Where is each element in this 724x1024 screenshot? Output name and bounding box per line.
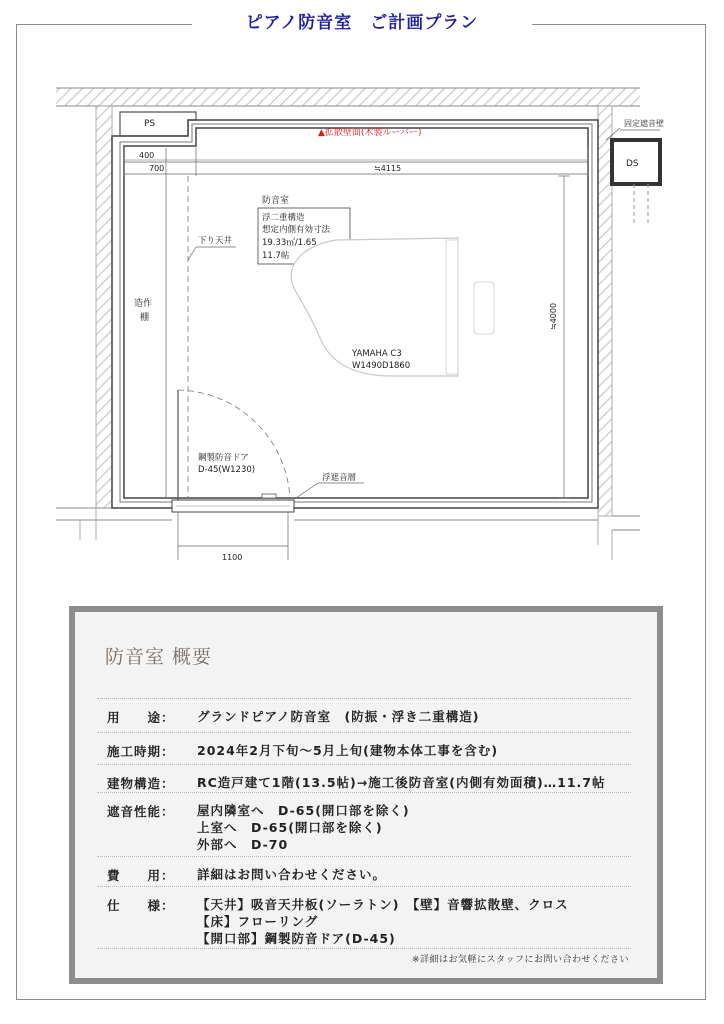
- room-name: 防音室: [262, 196, 290, 206]
- bottom-wall: [80, 508, 612, 560]
- left-exterior-wall: [56, 106, 112, 520]
- row-spec: [97, 886, 631, 949]
- row-value-line: 【床】フローリング: [197, 914, 319, 929]
- floating-layer: [296, 472, 364, 498]
- row-cost: [97, 856, 631, 887]
- room-area: 19.33㎡/1.65: [262, 238, 317, 248]
- row-label: 施工時期：: [107, 744, 175, 759]
- row-value: グランドピアノ防音室 (防振・浮き二重構造): [197, 709, 480, 724]
- row-usage: [97, 698, 631, 733]
- row-value: 2024年2月下旬～5月上旬(建物本体工事を含む): [197, 743, 499, 758]
- door-name: 鋼製防音ドア: [198, 453, 249, 463]
- dimension-top: [124, 148, 588, 176]
- row-value-group: [197, 896, 569, 947]
- summary-heading: 防音室 概要: [105, 646, 213, 668]
- dim-width: ≒4115: [374, 164, 402, 173]
- row-label: 費 用：: [107, 868, 175, 883]
- room-dims-label: 想定内側有効寸法: [262, 225, 331, 235]
- grand-piano: [291, 238, 494, 376]
- diffusion-wall-label: ▲拡散壁面(木製ルーバー): [318, 128, 422, 138]
- shelf-label-1: 造作: [134, 299, 153, 309]
- row-divider: [97, 948, 631, 950]
- row-value: RC造戸建て1階(13.5帖)→施工後防音室(内側有効面積)…11.7帖: [197, 775, 606, 790]
- ds-label: DS: [626, 159, 639, 169]
- dim-door: 1100: [222, 553, 243, 562]
- piano-dims: W1490D1860: [352, 361, 411, 371]
- room-tatami: 11.7帖: [262, 251, 290, 261]
- floating-layer-label: 浮遮音層: [322, 473, 357, 483]
- row-value-line: 屋内隣室へ D-65(開口部を除く): [197, 803, 410, 818]
- row-value: 詳細はお問い合わせください。: [197, 867, 387, 882]
- piano-model: YAMAHA C3: [352, 349, 402, 359]
- lowered-ceiling-label: 下り天井: [198, 236, 233, 246]
- door-spec: D-45(W1230): [198, 465, 256, 475]
- page-title: ピアノ防音室 ご計画プラン: [245, 13, 479, 33]
- row-value-line: 外部へ D-70: [197, 837, 289, 852]
- ps-label: PS: [144, 119, 156, 129]
- row-value-line: 上室へ D-65(開口部を除く): [197, 820, 383, 835]
- row-period: [97, 732, 631, 765]
- ps-shaft: [120, 112, 196, 136]
- row-value-line: 【開口部】鋼製防音ドア(D-45): [197, 931, 396, 946]
- dimension-right: [549, 176, 570, 498]
- row-label: 用 途：: [107, 710, 175, 725]
- summary-panel: [69, 606, 663, 984]
- dim-400: 400: [139, 151, 155, 160]
- row-value-line: 【天井】吸音天井板(ソーラトン) 【壁】音響拡散壁、クロス: [197, 897, 569, 912]
- fixed-wall-label: 固定遮音壁: [624, 119, 664, 128]
- contact-note: ※詳細はお気軽にスタッフにお問い合わせください: [411, 955, 629, 965]
- row-performance: [97, 792, 631, 855]
- steel-door: [172, 390, 294, 562]
- dim-700: 700: [149, 164, 165, 173]
- row-label: 遮音性能：: [107, 804, 175, 819]
- ds-shaft: [606, 118, 664, 226]
- row-value-group: [197, 802, 410, 853]
- row-label: 仕 様：: [107, 898, 175, 913]
- row-label: 建物構造：: [107, 776, 175, 791]
- top-wall-band: [56, 88, 640, 106]
- built-in-shelf: [134, 176, 236, 498]
- room-structure: 浮二重構造: [262, 213, 305, 223]
- dim-depth: ≒4000: [549, 302, 558, 330]
- shelf-label-2: 棚: [140, 313, 150, 323]
